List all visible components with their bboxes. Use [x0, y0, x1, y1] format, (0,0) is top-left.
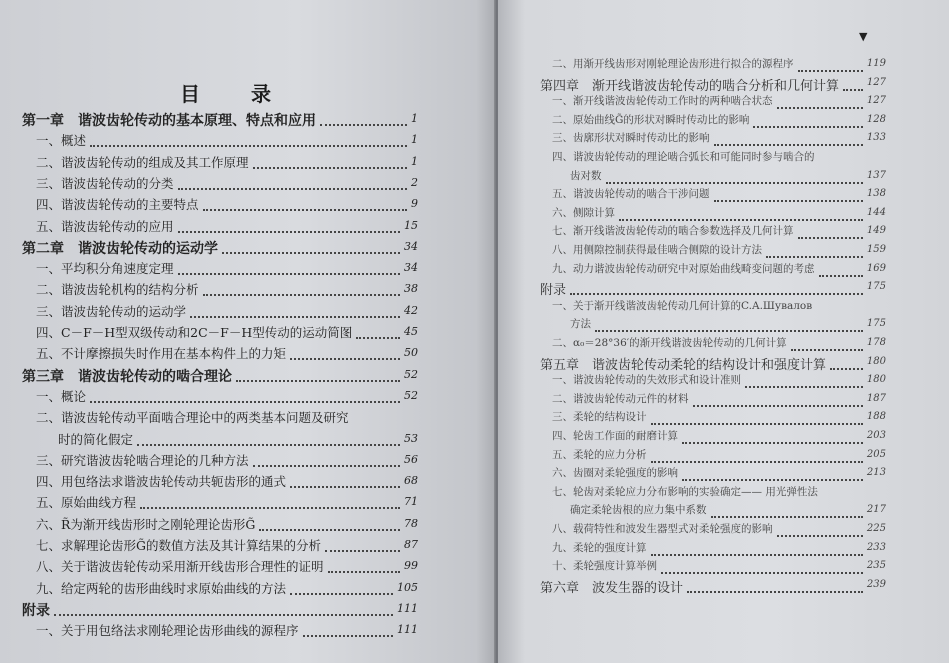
toc-entry-title: 附录: [22, 602, 50, 619]
toc-leader-dots: [651, 554, 863, 556]
toc-entry-title: 第六章 波发生器的设计: [540, 580, 684, 596]
toc-entry-title: 时的简化假定: [58, 431, 134, 447]
toc-leader-dots: [693, 405, 863, 407]
toc-page-number: 50: [404, 346, 418, 360]
toc-page-number: 180: [866, 374, 886, 386]
toc-page-number: 78: [404, 516, 418, 530]
toc-entry-section: [552, 428, 886, 448]
toc-entry-section: [552, 261, 886, 281]
toc-entry-section: [552, 56, 886, 76]
toc-leader-dots: [290, 593, 393, 595]
toc-entry-title: 三、研究谐波齿轮啮合理论的几种方法: [36, 452, 249, 468]
toc-leader-dots: [830, 368, 863, 370]
toc-entry-title: 一、谐波齿轮传动的失效形式和设计准则: [552, 374, 741, 387]
toc-leader-dots: [682, 479, 863, 481]
toc-entry-title: 三、谐波齿轮传动的运动学: [36, 303, 187, 319]
toc-entry-section: [36, 408, 418, 428]
toc-entry-title: 一、关于渐开线谐波齿轮传动几何计算的C.A.Шувалов: [552, 299, 813, 312]
toc-leader-dots: [819, 275, 863, 277]
toc-entry-title: 五、原始曲线方程: [36, 495, 137, 511]
toc-leader-dots: [253, 465, 400, 467]
toc-page-number: 105: [397, 580, 418, 594]
toc-entry-section: [36, 451, 418, 471]
toc-entry-title: 二、用渐开线齿形对刚轮理论齿形进行拟合的源程序: [552, 58, 794, 70]
toc-page-number: 71: [404, 495, 418, 509]
toc-entry-title: 一、关于用包络法求刚轮理论齿形曲线的源程序: [36, 623, 299, 639]
toc-entry-title: 八、用侧隙控制获得最佳啮合侧隙的设计方法: [552, 244, 762, 256]
toc-page-number: 127: [866, 95, 886, 107]
toc-entry-title: 一、平均积分角速度定理: [36, 261, 174, 277]
toc-entry-section: [36, 344, 418, 364]
toc-leader-dots: [843, 89, 863, 91]
toc-entry-section: [552, 335, 886, 355]
toc-leader-dots: [687, 591, 863, 593]
toc-page-number: 203: [866, 430, 886, 441]
toc-leader-dots: [619, 219, 863, 221]
toc-entry-title: 四、谐波齿轮传动的理论啮合弧长和可能同时参与啮合的: [552, 151, 815, 163]
toc-entry-title: 第五章 谐波齿轮传动柔轮的结构设计和强度计算: [540, 357, 827, 373]
toc-page-number: 45: [404, 325, 418, 338]
toc-page-number: 15: [404, 218, 418, 232]
corner-mark: ▼: [859, 30, 868, 43]
toc-entry-section: [36, 217, 418, 237]
toc-leader-dots: [661, 572, 863, 574]
toc-leader-dots: [606, 182, 863, 184]
toc-page-number: 205: [866, 448, 886, 460]
toc-entry-title: 四、C－F－H型双级传动和2C－F－H型传动的运动简图: [36, 325, 353, 340]
toc-entry-section: [552, 298, 886, 318]
toc-page-number: 187: [866, 392, 886, 404]
toc-page-number: 217: [866, 504, 886, 516]
toc-leader-dots: [651, 423, 863, 425]
toc-entry-section: [552, 205, 886, 225]
toc-entry-section: [36, 280, 418, 300]
toc-page-number: 175: [866, 281, 886, 293]
toc-page-number: 137: [866, 169, 886, 181]
toc-page-number: 34: [404, 261, 418, 275]
toc-leader-dots: [320, 124, 407, 126]
toc-page-number: 235: [866, 560, 886, 572]
right-page: [498, 0, 949, 663]
toc-page-number: 188: [866, 411, 886, 423]
toc-entry-title: 二、原始曲线G̃的形状对瞬时传动比的影响: [552, 113, 750, 126]
toc-leader-dots: [178, 273, 400, 275]
toc-entry-section: [552, 112, 886, 132]
toc-entry-section: [36, 174, 418, 194]
toc-entry-title: 第一章 谐波齿轮传动的基本原理、特点和应用: [22, 113, 316, 129]
toc-entry-section: [552, 558, 886, 578]
toc-leader-dots: [54, 614, 393, 616]
toc-entry-section: [552, 242, 886, 262]
toc-entry-title: 二、谐波齿轮传动平面啮合理论中的两类基本问题及研究: [36, 410, 349, 426]
toc-page-number: 225: [866, 523, 886, 534]
toc-page-number: 1: [411, 112, 418, 125]
toc-entry-section: [36, 472, 418, 492]
toc-entry-title: 七、渐开线谐波齿轮传动的啮合参数选择及几何计算: [552, 225, 794, 238]
toc-entry-chapter: [22, 600, 418, 620]
toc-entry-chapter: [540, 354, 886, 374]
toc-entry-section: [36, 493, 418, 513]
toc-entry-title: 第四章 渐开线谐波齿轮传动的啮合分析和几何计算: [540, 78, 840, 94]
toc-entry-cont: [570, 502, 886, 522]
toc-page-number: 127: [866, 76, 886, 88]
toc-entry-title: 六、R̃为渐开线齿形时之刚轮理论齿形G̃: [36, 516, 256, 532]
toc-page-number: 239: [866, 578, 886, 590]
toc-entry-title: 一、渐开线谐波齿轮传动工作时的两种啮合状态: [552, 95, 773, 108]
toc-page-number: 133: [866, 132, 886, 144]
toc-leader-dots: [714, 144, 863, 146]
toc-page-number: 9: [411, 197, 418, 211]
toc-entry-title: 七、求解理论齿形G̃的数值方法及其计算结果的分析: [36, 538, 321, 553]
toc-leader-dots: [682, 442, 863, 444]
toc-entry-chapter: [540, 75, 886, 95]
toc-entry-title: 二、谐波齿轮机构的结构分析: [36, 282, 199, 298]
toc-leader-dots: [798, 70, 863, 72]
toc-entry-section: [552, 186, 886, 206]
toc-leader-dots: [651, 461, 863, 463]
toc-entry-chapter: [22, 366, 418, 386]
toc-entry-section: [36, 302, 418, 322]
toc-entry-title: 九、动力谐波齿轮传动研究中对原始曲线畸变问题的考虑: [552, 262, 815, 275]
toc-page-number: 1: [411, 154, 418, 168]
toc-page-number: 99: [404, 559, 418, 573]
toc-leader-dots: [766, 256, 863, 258]
toc-entry-section: [36, 259, 418, 279]
toc-entry-section: [552, 409, 886, 429]
toc-entry-section: [36, 323, 418, 343]
toc-leader-dots: [303, 635, 393, 637]
toc-page-number: 56: [404, 452, 418, 466]
toc-leader-dots: [259, 529, 400, 531]
toc-leader-dots: [798, 237, 863, 239]
toc-entry-section: [552, 465, 886, 485]
toc-page-number: 149: [866, 225, 886, 237]
toc-page-number: 87: [404, 538, 418, 551]
toc-entry-section: [36, 579, 418, 599]
toc-leader-dots: [328, 571, 400, 573]
toc-entry-section: [552, 484, 886, 504]
toc-page-number: 52: [404, 388, 418, 402]
toc-entry-title: 二、α₀＝28°36′的渐开线谐波齿轮传动的几何计算: [552, 337, 787, 349]
toc-entry-section: [36, 557, 418, 577]
toc-entry-section: [552, 372, 886, 392]
toc-entry-section: [552, 521, 886, 541]
toc-entry-title: 一、概论: [36, 388, 87, 404]
toc-leader-dots: [190, 316, 400, 318]
toc-entry-title: 确定柔轮齿根的应力集中系数: [570, 504, 707, 517]
toc-entry-title: 八、载荷特性和波发生器型式对柔轮强度的影响: [552, 523, 773, 535]
toc-entry-section: [36, 153, 418, 173]
toc-leader-dots: [178, 231, 400, 233]
toc-entry-title: 齿对数: [570, 169, 602, 182]
toc-leader-dots: [137, 444, 400, 446]
toc-title: 目 录: [180, 82, 293, 106]
toc-entry-cont: [570, 316, 886, 336]
toc-entry-title: 六、齿圈对柔轮强度的影响: [552, 467, 678, 480]
toc-entry-section: [552, 540, 886, 560]
toc-entry-title: 方法: [570, 318, 591, 331]
toc-entry-title: 四、谐波齿轮传动的主要特点: [36, 197, 199, 213]
toc-page-number: 119: [866, 58, 886, 69]
toc-entry-section: [36, 536, 418, 556]
toc-page-number: 175: [866, 318, 886, 330]
toc-entry-cont: [570, 168, 886, 188]
toc-leader-dots: [777, 535, 863, 537]
toc-entry-title: 三、齿廓形状对瞬时传动比的影响: [552, 132, 710, 145]
toc-entry-chapter: [22, 110, 418, 130]
toc-entry-section: [552, 93, 886, 113]
toc-page-number: 68: [404, 474, 418, 488]
toc-entry-title: 四、用包络法求谐波齿轮传动共轭齿形的通式: [36, 474, 287, 490]
toc-entry-title: 第二章 谐波齿轮传动的运动学: [22, 240, 218, 257]
toc-entry-section: [552, 149, 886, 169]
toc-entry-title: 一、概述: [36, 133, 87, 149]
toc-leader-dots: [90, 145, 407, 147]
toc-page-number: 53: [404, 431, 418, 445]
toc-entry-title: 十、柔轮强度计算举例: [552, 560, 657, 573]
toc-entry-section: [36, 387, 418, 407]
toc-leader-dots: [356, 337, 400, 339]
toc-entry-section: [552, 130, 886, 150]
toc-leader-dots: [290, 486, 400, 488]
toc-page-number: 2: [411, 175, 418, 189]
toc-page-number: 233: [866, 541, 886, 553]
toc-leader-dots: [777, 107, 863, 109]
toc-page-number: 180: [866, 355, 886, 367]
toc-entry-title: 二、谐波齿轮传动元件的材料: [552, 392, 689, 405]
toc-page-number: 34: [404, 239, 418, 253]
toc-page-number: 111: [397, 623, 418, 637]
toc-entry-title: 七、轮齿对柔轮应力分布影响的实验确定—— 用光弹性法: [552, 485, 818, 498]
toc-page-number: 42: [404, 303, 418, 317]
toc-page-number: 159: [866, 244, 886, 255]
toc-leader-dots: [290, 358, 400, 360]
toc-entry-title: 第三章 谐波齿轮传动的啮合理论: [22, 368, 232, 385]
toc-leader-dots: [595, 330, 863, 332]
toc-leader-dots: [140, 507, 400, 509]
toc-leader-dots: [753, 126, 863, 128]
toc-leader-dots: [253, 167, 407, 169]
toc-entry-title: 五、不计摩擦损失时作用在基本构件上的力矩: [36, 346, 287, 362]
toc-leader-dots: [203, 209, 407, 211]
toc-entry-section: [36, 195, 418, 215]
toc-leader-dots: [711, 516, 863, 518]
toc-entry-section: [552, 447, 886, 467]
toc-leader-dots: [203, 294, 400, 296]
toc-entry-section: [552, 223, 886, 243]
toc-entry-title: 五、柔轮的应力分析: [552, 448, 647, 461]
toc-entry-section: [36, 515, 418, 535]
toc-page-number: 138: [866, 188, 886, 200]
toc-entry-title: 九、柔轮的强度计算: [552, 541, 647, 554]
toc-leader-dots: [178, 188, 407, 190]
toc-entry-title: 三、柔轮的结构设计: [552, 411, 647, 424]
toc-page-number: 169: [866, 262, 886, 274]
toc-entry-section: [36, 621, 418, 641]
toc-entry-section: [552, 391, 886, 411]
toc-entry-title: 三、谐波齿轮传动的分类: [36, 175, 174, 191]
toc-entry-title: 附录: [540, 283, 567, 299]
toc-page-number: 38: [404, 282, 418, 296]
toc-page-number: 128: [866, 113, 886, 125]
toc-page-number: 1: [411, 133, 418, 147]
toc-entry-title: 五、谐波齿轮传动的啮合干涉问题: [552, 188, 710, 201]
toc-entry-chapter: [540, 577, 886, 597]
toc-entry-section: [36, 131, 418, 151]
toc-page-number: 52: [404, 367, 418, 381]
toc-leader-dots: [222, 252, 400, 254]
toc-entry-title: 五、谐波齿轮传动的应用: [36, 218, 174, 234]
toc-leader-dots: [90, 401, 400, 403]
toc-entry-cont: [58, 430, 418, 450]
toc-entry-chapter: [540, 279, 886, 299]
toc-entry-chapter: [22, 238, 418, 258]
toc-entry-title: 四、轮齿工作面的耐磨计算: [552, 430, 678, 442]
toc-leader-dots: [570, 293, 863, 295]
toc-entry-title: 六、侧隙计算: [552, 206, 615, 219]
toc-page-number: 213: [866, 467, 886, 479]
toc-leader-dots: [714, 200, 863, 202]
toc-leader-dots: [236, 380, 400, 382]
toc-leader-dots: [745, 386, 863, 388]
toc-leader-dots: [325, 550, 400, 552]
toc-page-number: 144: [866, 206, 886, 218]
toc-page-number: 111: [397, 601, 418, 615]
toc-entry-title: 九、给定两轮的齿形曲线时求原始曲线的方法: [36, 580, 287, 596]
toc-leader-dots: [791, 349, 863, 351]
toc-entry-title: 二、谐波齿轮传动的组成及其工作原理: [36, 154, 249, 170]
toc-page-number: 178: [866, 337, 886, 348]
toc-entry-title: 八、关于谐波齿轮传动采用渐开线齿形合理性的证明: [36, 559, 324, 575]
